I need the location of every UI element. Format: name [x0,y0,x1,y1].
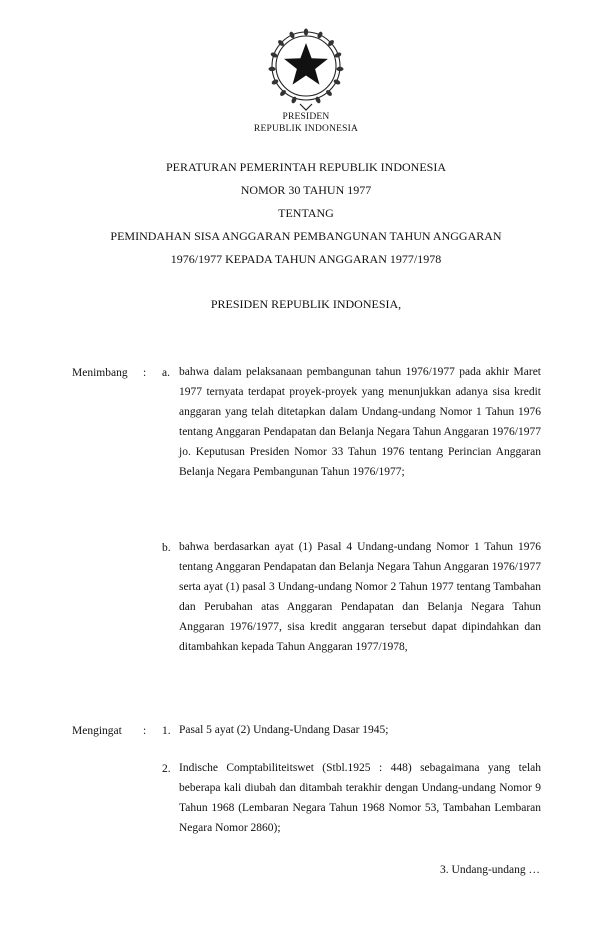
header-republik-indonesia: REPUBLIK INDONESIA [253,124,359,134]
menimbang-item-b-marker: b. [162,542,171,554]
mengingat-label: Mengingat [72,725,122,737]
menimbang-item-a-text: bahwa dalam pelaksanaan pembangunan tahun 1976/1977 pada akhir Maret 1977 ternyata terdapat proyek-proyek yang menunjukkan adanya sisa kredit anggaran yang telah ditetapkan dalam Undang-undang Nomor 1 Tahun 1976 tentang Anggaran Pendapatan dan Belanja Negara Tahun Anggaran 1976/1977 jo. Keputusan Presiden Nomor 33 Tahun 1976 tentang Perincian Anggaran Belanja Negara Pembangunan Tahun 1976/1977; [179,366,541,478]
menimbang-item-b-text: bahwa berdasarkan ayat (1) Pasal 4 Undang-undang Nomor 1 Tahun 1976 tentang Anggaran Pendapatan dan Belanja Negara Tahun Anggaran 1976/1977 serta ayat (1) pasal 3 Undang-undang Nomor 2 Tahun 1977 tentang Tambahan dan Perubahan atas Anggaran Pendapatan dan Belanja Negara Tahun Anggaran 1976/1977, sisa kredit anggaran tersebut dapat dipindahkan dan ditambahkan kepada Tahun Anggaran 1977/1978, [179,541,541,653]
mengingat-colon: : [143,725,147,737]
title-tentang: TENTANG [278,206,334,220]
header-presiden: PRESIDEN [282,112,330,122]
opening-presiden: PRESIDEN REPUBLIK INDONESIA, [210,297,402,311]
menimbang-colon: : [143,367,147,379]
mengingat-item-2-marker: 2. [162,763,171,775]
mengingat-item-1-marker: 1. [162,725,171,737]
continuation-reference: 3. Undang-undang … [440,864,540,876]
mengingat-item-2-text: Indische Comptabiliteitswet (Stbl.1925 : 448) sebagaimana yang telah beberapa kali diubah dan ditambah terakhir dengan Undang-undang Nomor 9 Tahun 1968 (Lembaran Negara Tahun 1968 Nomor 53, Tambahan Lembaran Negara Nomor 2860); [179,762,541,834]
title-subject-line1: PEMINDAHAN SISA ANGGARAN PEMBANGUNAN TAHUN ANGGARAN [110,229,502,243]
menimbang-label: Menimbang [72,367,128,379]
menimbang-item-a-marker: a. [162,367,170,379]
title-subject-line2: 1976/1977 KEPADA TAHUN ANGGARAN 1977/1978 [170,252,442,266]
title-regulation-number: NOMOR 30 TAHUN 1977 [240,183,372,197]
title-regulation-type: PERATURAN PEMERINTAH REPUBLIK INDONESIA [165,160,447,174]
presidential-seal-emblem [266,26,346,112]
mengingat-item-1-text: Pasal 5 ayat (2) Undang-Undang Dasar 1945; [179,724,389,736]
